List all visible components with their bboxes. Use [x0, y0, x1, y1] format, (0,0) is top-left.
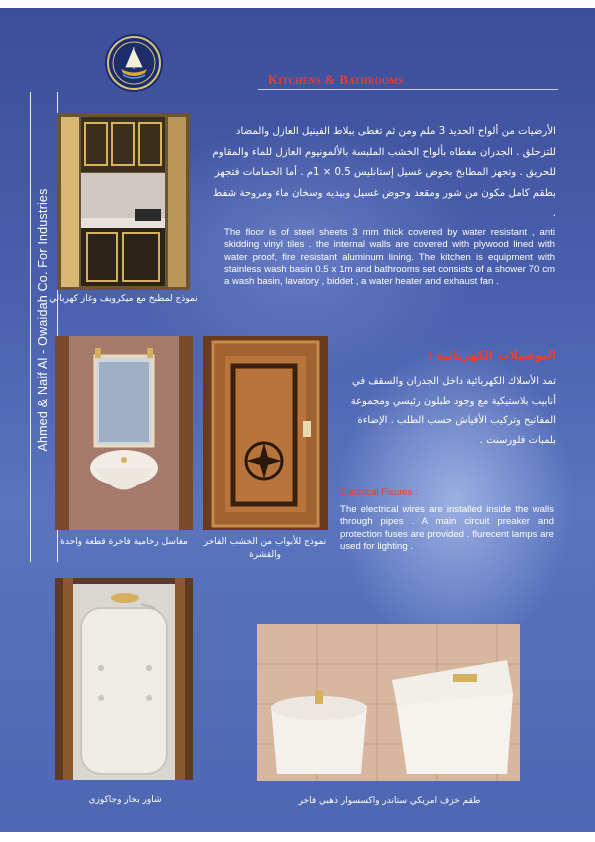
basin-photo: [55, 336, 193, 530]
door-photo: [203, 336, 328, 530]
shower-caption: شاور بخار وجاكوزي: [88, 795, 162, 805]
basin-caption: مغاسل رخامية فاخرة قطعة واحدة: [60, 537, 188, 547]
company-logo: [107, 36, 161, 90]
shower-photo: [55, 578, 193, 780]
kitchens-text-en: The floor is of steel sheets 3 mm thick covered by water resistant , anti skidding vinyl tiles . the internal walls are covered with plywood lined with water proof, fire resistant aluminum lining. The kitchen is equipment with stainless wash basin 0.5 x 1m and bathrooms set consists of a shower 70 cm a wash basin, lavatory , biddet , a water heater and exhaust fan .: [224, 227, 555, 288]
electrical-heading-ar: التوصيلات الكهربائية :: [427, 348, 556, 362]
kitchen-photo: [57, 113, 190, 290]
electrical-text-ar: تمد الأسلاك الكهربائية داخل الجدران والسقف في أنابيب بلاستيكية مع وجود طبلون رئيسي ومجموعة المفاتيح وتركيب الأفياش حسب الطلب . الإضاءة بلمبات فلورسنت .: [350, 376, 556, 446]
top-margin: [0, 0, 595, 8]
door-caption: نموذج للأبواب من الخشب الفاخر والقشرة: [203, 537, 327, 560]
toilet-photo: [257, 624, 520, 781]
toilet-caption: طقم خزف امريكي ستاندر واكسسوار ذهبي فاخر: [298, 796, 481, 806]
electrical-heading-en: Electrical Fixures :: [340, 487, 418, 498]
electrical-text-en: The electrical wires are installed inside the walls through pipes . A main circuit preaker and protection fuses are provided . flurecent lamps are used for lighting .: [340, 504, 554, 552]
ship-emblem-icon: [109, 38, 159, 88]
kitchen-caption: نموذج لمطبخ مع ميكرويف وغاز كهربائي: [49, 294, 198, 304]
bottom-margin: [0, 832, 595, 842]
title-divider: [258, 89, 558, 90]
company-name: Ahmed & Naif Al - Owaidah Co. For Industries: [36, 188, 50, 452]
section-title: Kitchens & Bathrooms: [268, 72, 404, 87]
kitchens-text-ar: الأرضيات من ألواح الحديد 3 ملم ومن ثم تغطى ببلاط الفينيل العازل والمضاد للتزحلق . الجدران مغطاه بألواح الخشب الملبسة بالألمونيوم العازل للماء والمقاوم للحريق . وتجهز المطابخ بحوض غسيل إستانليس 0.5 × 1م . أما الحمامات فتجهز بطقم كامل مكون من شور ومقعد وحوض غسيل وبيديه وسخان ماء ومروحة شفط .: [212, 126, 556, 219]
